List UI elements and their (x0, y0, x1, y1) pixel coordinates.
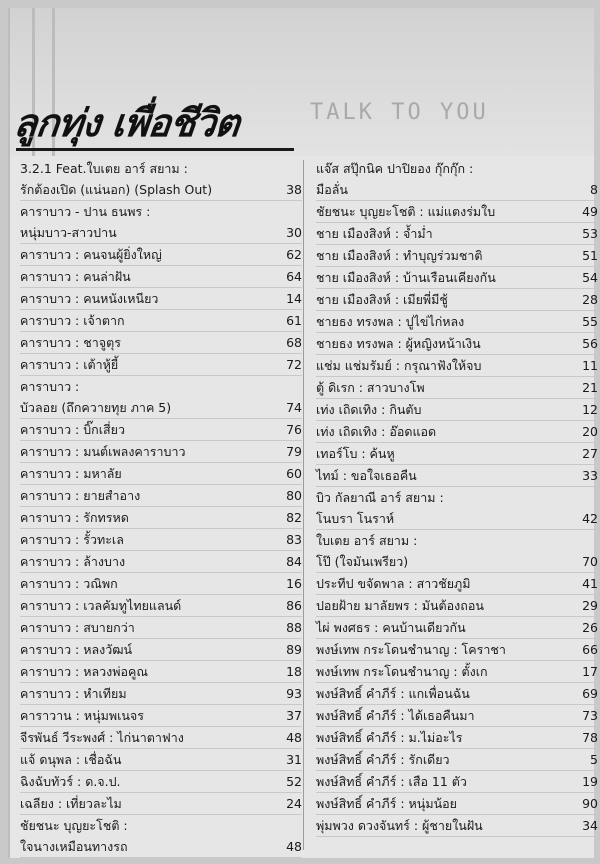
entry-title (316, 705, 572, 726)
entry-title (20, 201, 276, 243)
entry-line-1: ไทม์ : ขอใจเธอคืน (316, 468, 417, 483)
entry-title (316, 617, 572, 638)
entry-line-1: คาราบาว : เวลคัมทูไทยแลนด์ (20, 598, 182, 613)
entry-title (20, 749, 276, 770)
entry-line-2: รักต้องเปิด (แน่นอก) (Splash Out) (20, 182, 213, 197)
entry-title (20, 441, 276, 462)
index-entry (316, 465, 598, 487)
index-entry (20, 463, 302, 485)
index-entry (20, 310, 302, 332)
index-entry (316, 683, 598, 705)
entry-title (316, 443, 572, 464)
page-number: 8 (590, 182, 598, 197)
index-entry (20, 639, 302, 661)
index-entry (316, 158, 598, 201)
page-number: 33 (582, 468, 598, 483)
page-number: 56 (582, 336, 598, 351)
entry-title (316, 421, 572, 442)
index-entry (316, 377, 598, 399)
entry-title (316, 793, 572, 814)
page-number: 17 (582, 664, 598, 679)
index-entry (20, 705, 302, 727)
index-entry (20, 529, 302, 551)
index-entry (316, 421, 598, 443)
index-entry (20, 419, 302, 441)
entry-title (20, 683, 276, 704)
index-entry (20, 771, 302, 793)
page-number: 68 (286, 335, 302, 350)
page-number: 34 (582, 818, 598, 833)
entry-line-1: คาราบาว : ล้างบาง (20, 554, 126, 569)
entry-line-1: ใบเตย อาร์ สยาม : (316, 533, 418, 548)
entry-title (20, 771, 276, 792)
index-entry (316, 530, 598, 573)
entry-title (316, 245, 572, 266)
entry-line-1: คาราบาว : รั้วทะเล (20, 532, 124, 547)
entry-line-1: พงษ์เทพ กระโดนชำนาญ : โคราชา (316, 642, 506, 657)
entry-title (316, 267, 572, 288)
index-entry (20, 244, 302, 266)
index-entry (316, 815, 598, 837)
entry-line-2: โนบรา โนราห์ (316, 511, 395, 526)
page-number: 28 (582, 292, 598, 307)
entry-title (316, 158, 572, 200)
entry-line-1: ชัยชนะ บุญยะโชติ : แม่แตงร่มใบ (316, 204, 496, 219)
entry-title (20, 661, 276, 682)
index-entry (20, 441, 302, 463)
entry-line-1: พงษ์สิทธิ์ คำภีร์ : ม.ไม่อะไร (316, 730, 463, 745)
page-number: 5 (590, 752, 598, 767)
page-number: 20 (582, 424, 598, 439)
entry-title (316, 573, 572, 594)
page-number: 48 (286, 730, 302, 745)
page-number: 18 (286, 664, 302, 679)
index-entry (20, 595, 302, 617)
entry-line-1: พงษ์เทพ กระโดนชำนาญ : ตั้งเก (316, 664, 488, 679)
page-number: 24 (286, 796, 302, 811)
entry-line-1: แช่ม แช่มรัมย์ : กรุณาฟังให้จบ (316, 358, 482, 373)
entry-line-1: คาราบาว : ยายสำอาง (20, 488, 141, 503)
entry-line-1: ปอยฝ้าย มาลัยพร : มันต้องถอน (316, 598, 484, 613)
page-number: 86 (286, 598, 302, 613)
index-entry (316, 223, 598, 245)
index-entry (316, 573, 598, 595)
entry-title (20, 727, 276, 748)
index-entry (316, 399, 598, 421)
page-number: 16 (286, 576, 302, 591)
entry-line-1: คาราบาว : สบายกว่า (20, 620, 135, 635)
index-entry (20, 749, 302, 771)
entry-title (20, 332, 276, 353)
index-entry (20, 288, 302, 310)
entry-line-1: แจ๊ส สปุ๊กนิค ปาปิยอง กุ๊กกุ๊ก : (316, 161, 474, 176)
index-entry (316, 245, 598, 267)
page-number: 12 (582, 402, 598, 417)
column-divider (303, 160, 304, 850)
entry-title (20, 507, 276, 528)
right-column (316, 158, 598, 837)
entry-title (316, 377, 572, 398)
entry-line-1: ชาย เมืองสิงห์ : ทำบุญร่วมชาติ (316, 248, 483, 263)
index-entry (20, 661, 302, 683)
entry-title (316, 465, 572, 486)
entry-title (316, 311, 572, 332)
page-number: 83 (286, 532, 302, 547)
entry-line-1: เฉลียง : เที่ยวละไม (20, 796, 122, 811)
index-entry (20, 158, 302, 201)
page-number: 27 (582, 446, 598, 461)
entry-line-1: คาราวาน : หนุ่มพเนจร (20, 708, 144, 723)
page-number: 74 (286, 400, 302, 415)
entry-line-1: พงษ์สิทธิ์ คำภีร์ : รักเดียว (316, 752, 450, 767)
index-entry (316, 311, 598, 333)
entry-title (316, 815, 572, 836)
entry-line-1: แจ้ ดนุพล : เชื่อฉัน (20, 752, 122, 767)
index-entry (20, 551, 302, 573)
header-band (10, 8, 594, 156)
index-entry (316, 487, 598, 530)
entry-title (316, 289, 572, 310)
index-entry (20, 573, 302, 595)
index-entry (316, 793, 598, 815)
index-entry (316, 289, 598, 311)
index-entry (316, 771, 598, 793)
entry-line-1: คาราบาว : หำเทียม (20, 686, 127, 701)
index-entry (20, 376, 302, 419)
entry-line-1: ชายธง ทรงพล : ปูไข่ไก่หลง (316, 314, 465, 329)
page-number: 88 (286, 620, 302, 635)
title-underline (16, 148, 294, 151)
entry-line-2: หนุ่มบาว-สาวปาน (20, 225, 117, 240)
entry-line-1: ชาย เมืองสิงห์ : บ้านเรือนเคียงกัน (316, 270, 496, 285)
entry-title (20, 639, 276, 660)
page-number: 52 (286, 774, 302, 789)
page-number: 54 (582, 270, 598, 285)
entry-title (316, 661, 572, 682)
page-number: 60 (286, 466, 302, 481)
entry-line-1: พงษ์สิทธิ์ คำภีร์ : แกเพื่อนฉัน (316, 686, 470, 701)
entry-line-1: ชายธง ทรงพล : ผู้หญิงหน้าเงิน (316, 336, 481, 351)
page-number: 90 (582, 796, 598, 811)
entry-title (20, 288, 276, 309)
index-entry (316, 595, 598, 617)
index-entry (316, 749, 598, 771)
entry-line-1: 3.2.1 Feat.ใบเตย อาร์ สยาม : (20, 161, 188, 176)
page-number: 70 (582, 554, 598, 569)
page-number: 31 (286, 752, 302, 767)
index-entry (316, 333, 598, 355)
entry-line-1: จีรพันธ์ วีระพงศ์ : ไก่นาตาฟาง (20, 730, 184, 745)
entry-line-1: ประทีป ขจัดพาล : สาวชัยภูมิ (316, 576, 471, 591)
entry-title (316, 399, 572, 420)
page-number: 11 (582, 358, 598, 373)
page-number: 19 (582, 774, 598, 789)
entry-line-1: คาราบาว : รักทรหด (20, 510, 129, 525)
entry-line-1: ไผ่ พงศธร : คนบ้านเดียวกัน (316, 620, 466, 635)
entry-title (316, 355, 572, 376)
page-number: 61 (286, 313, 302, 328)
index-entry (20, 354, 302, 376)
page-number: 49 (582, 204, 598, 219)
entry-line-1: คาราบาว - ปาน ธนพร : (20, 204, 151, 219)
entry-line-1: คาราบาว : ชาจูตุร (20, 335, 121, 350)
entry-line-1: ชาย เมืองสิงห์ : จ้ำม่ำ (316, 226, 433, 241)
entry-line-1: พุ่มพวง ดวงจันทร์ : ผู้ชายในฝัน (316, 818, 483, 833)
entry-line-1: พงษ์สิทธิ์ คำภีร์ : ได้เธอคืนมา (316, 708, 475, 723)
page-number: 93 (286, 686, 302, 701)
index-entry (20, 727, 302, 749)
entry-title (20, 463, 276, 484)
index-entry (20, 793, 302, 815)
index-entry (20, 332, 302, 354)
page-number: 30 (286, 225, 302, 240)
entry-title (20, 815, 276, 857)
entry-title (316, 487, 572, 529)
background-header: TALK TO YOU (310, 100, 489, 125)
entry-line-1: เท่ง เถิดเทิง : อ๊อดแอด (316, 424, 437, 439)
page-number: 82 (286, 510, 302, 525)
page-number: 72 (286, 357, 302, 372)
section-title: ลูกทุ่ง เพื่อชีวิต (11, 101, 242, 145)
entry-title (316, 223, 572, 244)
entry-title (316, 333, 572, 354)
index-entry (20, 683, 302, 705)
entry-title (20, 529, 276, 550)
index-page (8, 8, 598, 858)
page-number: 38 (286, 182, 302, 197)
entry-title (316, 771, 572, 792)
index-entry (316, 355, 598, 377)
entry-line-1: คาราบาว : เต้าหู้ยี้ (20, 357, 119, 372)
entry-title (316, 595, 572, 616)
entry-title (316, 683, 572, 704)
entry-line-1: คาราบาว : หลงวัฒน์ (20, 642, 133, 657)
entry-line-1: พงษ์สิทธิ์ คำภีร์ : หนุ่มน้อย (316, 796, 457, 811)
entry-line-1: เท่ง เถิดเทิง : กินตับ (316, 402, 422, 417)
index-entry (316, 617, 598, 639)
entry-title (316, 201, 572, 222)
entry-line-1: พงษ์สิทธิ์ คำภีร์ : เสือ 11 ตัว (316, 774, 467, 789)
entry-line-1: คาราบาว : เจ้าตาก (20, 313, 125, 328)
entry-title (20, 266, 276, 287)
entry-line-1: คาราบาว : มหาลัย (20, 466, 122, 481)
entry-title (316, 749, 572, 770)
index-entry (20, 485, 302, 507)
entry-line-1: คาราบาว : คนหนังเหนียว (20, 291, 159, 306)
index-entry (20, 815, 302, 858)
entry-title (20, 310, 276, 331)
index-entry (20, 507, 302, 529)
page-number: 76 (286, 422, 302, 437)
page-number: 80 (286, 488, 302, 503)
entry-line-1: คาราบาว : คนจนผู้ยิ่งใหญ่ (20, 247, 162, 262)
entry-line-1: ตู้ ดิเรก : สาวบางโพ (316, 380, 425, 395)
entry-title (20, 705, 276, 726)
page-number: 41 (582, 576, 598, 591)
page-number: 64 (286, 269, 302, 284)
left-column (20, 158, 302, 858)
page-number: 53 (582, 226, 598, 241)
entry-line-1: คาราบาว : หลวงพ่อคูณ (20, 664, 148, 679)
page-number: 73 (582, 708, 598, 723)
entry-line-2: บัวลอย (ถึกควายทุย ภาค 5) (20, 400, 172, 415)
page-number: 48 (286, 839, 302, 854)
entry-line-1: คาราบาว : บิ๊กเสี่ยว (20, 422, 125, 437)
entry-title (20, 793, 276, 814)
index-entry (316, 267, 598, 289)
entry-title (316, 530, 572, 572)
entry-title (20, 485, 276, 506)
page-number: 66 (582, 642, 598, 657)
page-number: 37 (286, 708, 302, 723)
index-entry (316, 443, 598, 465)
page-number: 29 (582, 598, 598, 613)
index-entry (316, 661, 598, 683)
entry-line-1: คาราบาว : (20, 379, 80, 394)
entry-title (316, 639, 572, 660)
page-number: 69 (582, 686, 598, 701)
page-number: 84 (286, 554, 302, 569)
entry-line-1: คาราบาว : วณิพก (20, 576, 118, 591)
entry-title (20, 617, 276, 638)
page-number: 89 (286, 642, 302, 657)
entry-line-1: คาราบาว : คนล่าฝัน (20, 269, 131, 284)
entry-title (20, 573, 276, 594)
entry-line-2: โป๊ (ใจมันเพรียว) (316, 554, 409, 569)
entry-line-1: ชาย เมืองสิงห์ : เมียพี่มีชู้ (316, 292, 448, 307)
index-entry (20, 617, 302, 639)
entry-title (20, 551, 276, 572)
entry-line-1: เทอร์โบ : ค้นหู (316, 446, 395, 461)
index-entry (20, 266, 302, 288)
index-entry (316, 639, 598, 661)
index-entry (316, 705, 598, 727)
entry-line-1: ชัยชนะ บุญยะโชติ : (20, 818, 128, 833)
entry-title (20, 158, 276, 200)
entry-title (20, 354, 276, 375)
page-number: 62 (286, 247, 302, 262)
index-entry (20, 201, 302, 244)
entry-line-1: ฉิงฉับทัวร์ : ด.จ.ป. (20, 774, 121, 789)
page-number: 55 (582, 314, 598, 329)
page-number: 78 (582, 730, 598, 745)
entry-title (20, 244, 276, 265)
index-entry (316, 727, 598, 749)
entry-line-2: มือลั่น (316, 182, 348, 197)
entry-line-1: บิว กัลยาณี อาร์ สยาม : (316, 490, 444, 505)
page-number: 42 (582, 511, 598, 526)
index-entry (316, 201, 598, 223)
entry-title (316, 727, 572, 748)
page-number: 14 (286, 291, 302, 306)
page-number: 51 (582, 248, 598, 263)
page-number: 26 (582, 620, 598, 635)
entry-line-1: คาราบาว : มนต์เพลงคาราบาว (20, 444, 186, 459)
entry-line-2: ใจนางเหมือนทางรถ (20, 839, 128, 854)
page-number: 21 (582, 380, 598, 395)
entry-title (20, 419, 276, 440)
entry-title (20, 376, 276, 418)
page-number: 79 (286, 444, 302, 459)
entry-title (20, 595, 276, 616)
